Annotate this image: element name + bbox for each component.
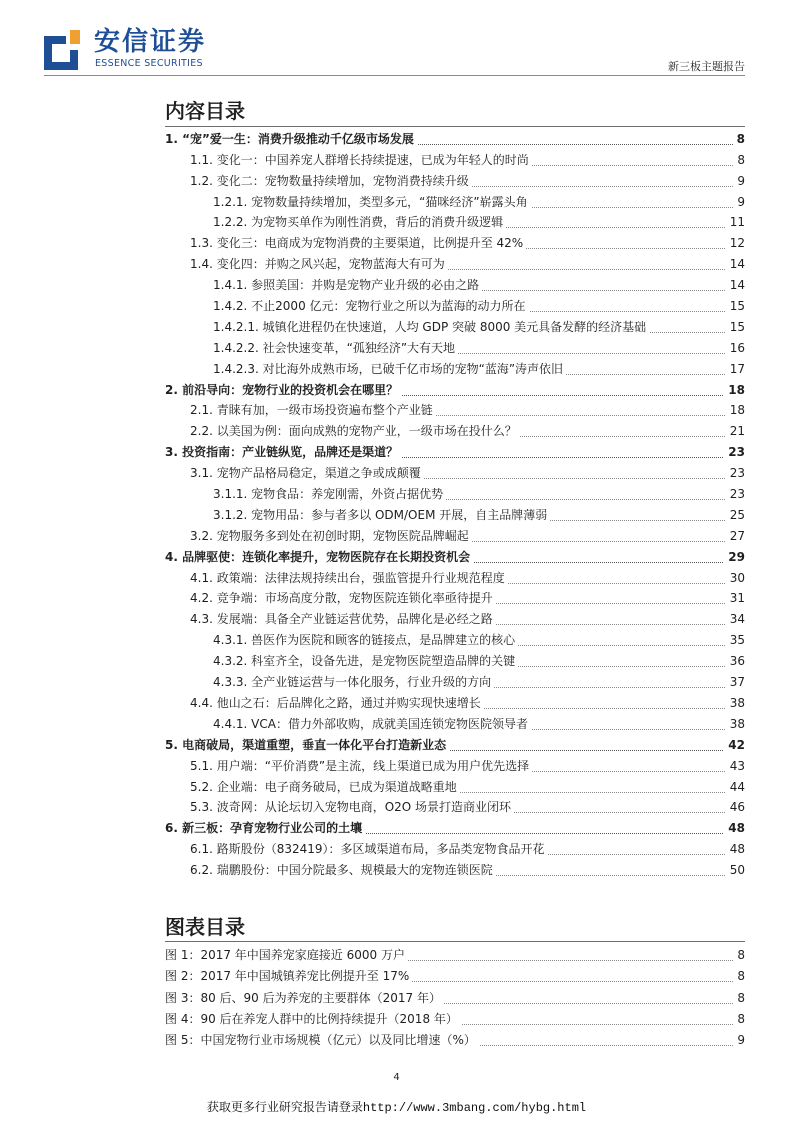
toc-entry[interactable] [0,400,793,421]
toc-entry[interactable] [0,358,793,379]
toc-entry-page: 48 [726,842,745,857]
toc-entry-page: 8 [733,153,745,168]
toc-entry[interactable] [0,232,793,253]
toc-entry-title: 3.2. 宠物服务多到处在初创时期，宠物医院品牌崛起 [190,529,472,544]
figure-entry-page: 8 [733,948,745,963]
toc-entry-title: 5.3. 波奇网：从论坛切入宠物电商，O2O 场景打造商业闭环 [190,800,514,815]
toc-entry-title: 5.1. 用户端：“平价消费”是主流，线上渠道已成为用户优先选择 [190,759,532,774]
toc-entry-page: 21 [726,424,745,439]
toc-entry[interactable] [0,859,793,880]
toc-entry-title: 1.3. 变化三：电商成为宠物消费的主要渠道，比例提升至 42% [190,236,526,251]
toc-entry-page: 12 [726,236,745,251]
figure-entry[interactable] [0,986,793,1007]
toc-entry[interactable] [0,441,793,462]
toc-entry-title: 1.4.1. 参照美国：并购是宠物产业升级的必由之路 [213,278,482,293]
figure-entry[interactable] [0,1029,793,1050]
toc-entry[interactable] [0,608,793,629]
toc-entry[interactable] [0,337,793,358]
footer-text: 获取更多行业研究报告请登录 [206,1100,363,1114]
toc-entry[interactable] [0,191,793,212]
toc-entry-title: 4.3.2. 科室齐全，设备先进，是宠物医院塑造品牌的关键 [213,654,518,669]
toc-entry-page: 18 [724,383,745,398]
toc-entry-page: 36 [726,654,745,669]
figure-list-heading: 图表目录 [165,915,245,939]
toc-entry[interactable] [0,755,793,776]
figure-entry-page: 8 [733,969,745,984]
toc-entry[interactable] [0,671,793,692]
toc-entry-page: 42 [724,738,745,753]
toc-entry-page: 15 [726,320,745,335]
toc-list [0,128,793,880]
toc-entry[interactable] [0,149,793,170]
toc-entry-title: 4. 品牌驱使：连锁化率提升，宠物医院存在长期投资机会 [165,550,473,565]
toc-entry-title: 1.2. 变化二：宠物数量持续增加，宠物消费持续升级 [190,174,472,189]
toc-entry[interactable] [0,128,793,149]
toc-entry-page: 15 [726,299,745,314]
toc-entry-page: 14 [726,257,745,272]
toc-entry-page: 38 [726,696,745,711]
footer-note [0,1100,793,1116]
figure-entry-title: 图 1：2017 年中国养宠家庭接近 6000 万户 [165,948,408,963]
toc-entry[interactable] [0,483,793,504]
figure-list [0,944,793,1050]
figure-entry-title: 图 3：80 后、90 后为养宠的主要群体（2017 年） [165,991,444,1006]
toc-entry-title: 5.2. 企业端：电子商务破局，已成为渠道战略重地 [190,780,460,795]
toc-entry-title: 1.4.2.2. 社会快速变革，“孤独经济”大有天地 [213,341,458,356]
toc-entry[interactable] [0,274,793,295]
toc-entry-title: 2. 前沿导向：宠物行业的投资机会在哪里？ [165,383,401,398]
toc-entry-page: 25 [726,508,745,523]
toc-entry-title: 6. 新三板：孕育宠物行业公司的土壤 [165,821,365,836]
toc-entry-title: 4.4. 他山之石：后品牌化之路，通过并购实现快速增长 [190,696,484,711]
toc-entry-page: 17 [726,362,745,377]
brand-name-cn: 安信证券 [94,27,207,57]
toc-entry-title: 1.4. 变化四：并购之风兴起，宠物蓝海大有可为 [190,257,448,272]
toc-entry-title: 1.4.2.3. 对比海外成熟市场，已破千亿市场的宠物“蓝海”涛声依旧 [213,362,566,377]
page-header [0,0,793,78]
figure-list-heading-divider [165,941,745,942]
report-type-label: 新三板主题报告 [668,60,745,73]
toc-entry[interactable] [0,253,793,274]
toc-entry-page: 9 [733,195,745,210]
figure-entry-page: 8 [733,1012,745,1027]
toc-entry[interactable] [0,567,793,588]
toc-entry[interactable] [0,462,793,483]
toc-heading-divider [165,126,745,127]
toc-entry-page: 46 [726,800,745,815]
page-number: 4 [393,1072,400,1083]
toc-entry[interactable] [0,838,793,859]
toc-entry-page: 37 [726,675,745,690]
toc-entry-page: 18 [726,403,745,418]
toc-entry[interactable] [0,316,793,337]
toc-entry-page: 30 [726,571,745,586]
toc-entry-page: 31 [726,591,745,606]
toc-entry-title: 1.4.2. 不止2000 亿元：宠物行业之所以为蓝海的动力所在 [213,299,529,314]
footer-link[interactable]: http://www.3mbang.com/hybg.html [362,1101,587,1115]
toc-entry-title: 1.2.2. 为宠物买单作为刚性消费，背后的消费升级逻辑 [213,215,506,230]
essence-logo-icon [44,28,80,70]
toc-entry-title: 4.1. 政策端：法律法规持续出台，强监管提升行业规范程度 [190,571,508,586]
toc-entry-page: 29 [724,550,745,565]
figure-entry[interactable] [0,944,793,965]
toc-entry[interactable] [0,546,793,567]
toc-entry-title: 3. 投资指南：产业链纵览，品牌还是渠道？ [165,445,401,460]
toc-entry[interactable] [0,817,793,838]
toc-entry[interactable] [0,629,793,650]
toc-heading: 内容目录 [165,99,245,123]
toc-entry[interactable] [0,295,793,316]
figure-entry-page: 9 [733,1033,745,1048]
toc-entry[interactable] [0,504,793,525]
figure-entry-title: 图 5：中国宠物行业市场规模（亿元）以及同比增速（%） [165,1033,479,1048]
toc-entry-title: 3.1.1. 宠物食品：养宠刚需，外资占据优势 [213,487,446,502]
toc-entry[interactable] [0,734,793,755]
toc-entry-title: 4.3.1. 兽医作为医院和顾客的链接点，是品牌建立的核心 [213,633,518,648]
toc-entry-title: 4.3. 发展端：具备全产业链运营优势，品牌化是必经之路 [190,612,496,627]
header-divider [44,75,745,76]
toc-entry-page: 11 [726,215,745,230]
toc-entry-page: 38 [726,717,745,732]
toc-entry-title: 3.1. 宠物产品格局稳定，渠道之争或成颠覆 [190,466,424,481]
toc-entry-title: 3.1.2. 宠物用品：参与者多以 ODM/OEM 开展，自主品牌薄弱 [213,508,550,523]
toc-entry-title: 4.2. 竞争端：市场高度分散，宠物医院连锁化率亟待提升 [190,591,496,606]
toc-entry-title: 2.2. 以美国为例：面向成熟的宠物产业，一级市场在投什么？ [190,424,520,439]
toc-entry-page: 43 [726,759,745,774]
toc-entry-page: 23 [724,445,745,460]
figure-entry[interactable] [0,965,793,986]
toc-entry[interactable] [0,713,793,734]
toc-entry-page: 23 [726,487,745,502]
figure-entry-title: 图 4：90 后在养宠人群中的比例持续提升（2018 年） [165,1012,461,1027]
toc-entry[interactable] [0,588,793,609]
toc-entry-title: 1.2.1. 宠物数量持续增加，类型多元，“猫咪经济”崭露头角 [213,195,531,210]
toc-entry-title: 4.3.3. 全产业链运营与一体化服务，行业升级的方向 [213,675,494,690]
toc-entry-title: 1.4.2.1. 城镇化进程仍在快速道，人均 GDP 突破 8000 美元具备发酵的经济基础 [213,320,649,335]
toc-entry-page: 9 [733,174,745,189]
toc-entry[interactable] [0,776,793,797]
toc-entry-page: 14 [726,278,745,293]
toc-entry-page: 35 [726,633,745,648]
toc-entry[interactable] [0,525,793,546]
toc-entry[interactable] [0,212,793,233]
figure-entry-title: 图 2：2017 年中国城镇养宠比例提升至 17% [165,969,412,984]
toc-entry[interactable] [0,170,793,191]
toc-entry-title: 1.1. 变化一：中国养宠人群增长持续提速，已成为年轻人的时尚 [190,153,532,168]
brand-name-en: ESSENCE SECURITIES [95,58,203,69]
toc-entry-page: 16 [726,341,745,356]
toc-entry-title: 6.2. 瑞鹏股份：中国分院最多、规模最大的宠物连锁医院 [190,863,496,878]
toc-entry-title: 2.1. 青睐有加，一级市场投资遍布整个产业链 [190,403,436,418]
toc-entry-page: 34 [726,612,745,627]
toc-entry-page: 44 [726,780,745,795]
toc-entry-title: 5. 电商破局，渠道重塑，垂直一体化平台打造新业态 [165,738,449,753]
toc-entry-page: 48 [724,821,745,836]
figure-entry-page: 8 [733,991,745,1006]
toc-entry[interactable] [0,420,793,441]
toc-entry[interactable] [0,650,793,671]
figure-entry[interactable] [0,1008,793,1029]
toc-entry-title: 1. “宠”爱一生：消费升级推动千亿级市场发展 [165,132,417,147]
toc-entry-title: 6.1. 路斯股份（832419）：多区域渠道布局，多品类宠物食品开花 [190,842,548,857]
toc-entry[interactable] [0,379,793,400]
toc-entry[interactable] [0,797,793,818]
toc-entry[interactable] [0,692,793,713]
toc-entry-page: 8 [733,132,745,147]
toc-entry-page: 50 [726,863,745,878]
toc-entry-title: 4.4.1. VCA：借力外部收购，成就美国连锁宠物医院领导者 [213,717,531,732]
toc-entry-page: 27 [726,529,745,544]
toc-entry-page: 23 [726,466,745,481]
